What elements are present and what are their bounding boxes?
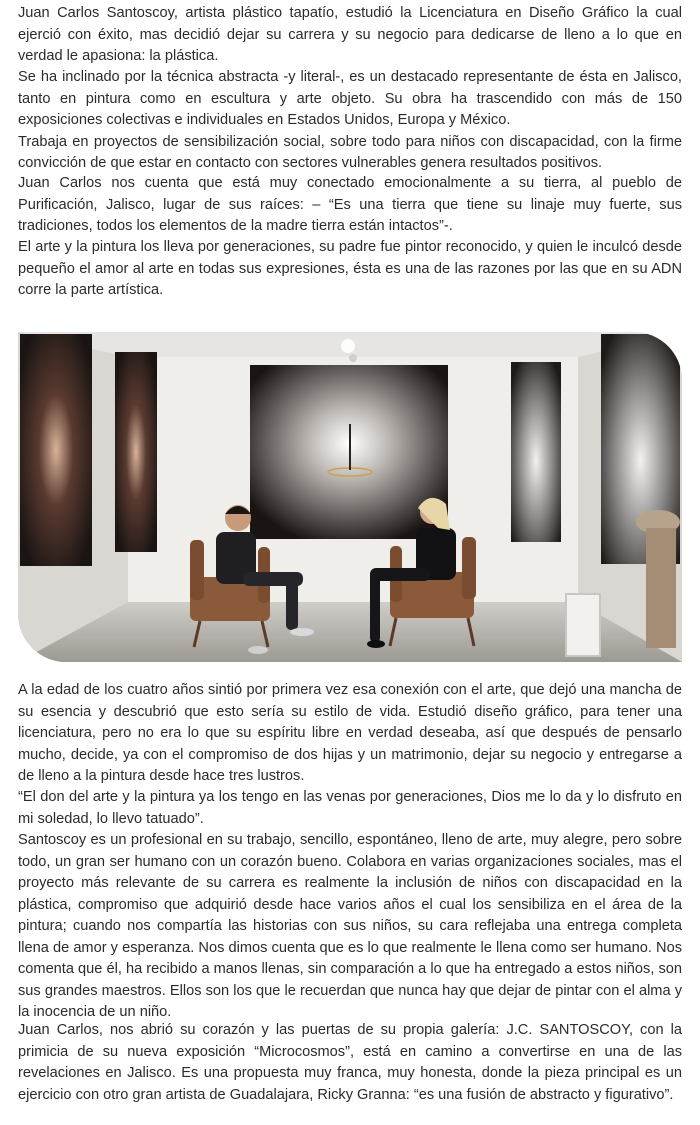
paragraph-7: Santoscoy es un profesional en su trabajo, sencillo, espontáneo, lleno de arte, muy alegre, pero sobre todo, un gran ser humano con un corazón bueno. Colabora en varias organizaciones sociales, mas el proyecto más relevante de su carrera es realmente la inclusión de niños con discapacidad en la plástica, compromiso que adquirió desde hace varios años el cual los sensibiliza en el área de la pintura; cuando nos compartía las historias con sus niños, su cara reflejaba una entrega completa llena de amor y esperanza. Nos dimos cuenta que es lo que realmente le llena como ser humano. Nos comenta que él, ha recibido a manos llenas, sin comparación a lo que ha entregado a estos niños, son sus grandes maestros. Ellos son los que le recuerdan que nunca hay que dejar de pintar con el alma y la inocencia de un niño. <box>18 832 682 1020</box>
article-quote <box>18 787 682 830</box>
gallery-interview-photo <box>18 332 682 662</box>
painting-left-far <box>20 334 92 566</box>
paragraph-8: Juan Carlos, nos abrió su corazón y las puertas de su propia galería: J.C. SANTOSCOY, con la primicia de su nueva exposición “Microcosmos”, está en camino a convertirse en una de las revelaciones en Jalisco. Es una propuesta muy franca, muy honesta, donde la pieza principal es un ejercicio con otro gran artista de Guadalajara, Ricky Granna: “es una fusión de abstracto y figurativo”. <box>18 1022 682 1103</box>
paragraph-2a: Se ha inclinado por la técnica abstracta -y literal-, es un destacado representante de ésta en Jalisco, tanto en pintura como en escultura y arte objeto. Su obra ha trascendido con más de 150 exposiciones colectivas e individuales en Estados Unidos, Europa y México. <box>18 69 682 128</box>
painting-left-near <box>115 352 157 552</box>
article-heritage <box>18 237 682 302</box>
gallery-scene-illustration <box>18 332 682 662</box>
article-intro <box>18 3 682 68</box>
paragraph-2b: Trabaja en proyectos de sensibilización social, sobre todo para niños con discapacidad, con la firme convicción de que estar en contacto con sectores vulnerables genera resultados positivos. <box>18 133 682 171</box>
article-technique <box>18 67 682 175</box>
paragraph-6: “El don del arte y la pintura ya los tengo en las venas por generaciones, Dios me lo da y lo disfruto en mi soledad, lo llevo tatuado”. <box>18 789 682 827</box>
painting-right-near <box>511 362 561 542</box>
article-gallery <box>18 1020 682 1106</box>
article-profile <box>18 830 682 1024</box>
paragraph-1: Juan Carlos Santoscoy, artista plástico tapatío, estudió la Licenciatura en Diseño Gráfico la cual ejerció con éxito, mas decidió dejar su carrera y su negocio para dedicarse de lleno a lo que en verdad le apasiona: la plástica. <box>18 5 682 64</box>
article-roots <box>18 173 682 238</box>
paragraph-3: Juan Carlos nos cuenta que está muy conectado emocionalmente a su tierra, al pueblo de Purificación, Jalisco, lugar de sus raíces: – “Es una tierra que tiene su linaje muy fuerte, sus tradiciones, todos los elementos de la madre tierra están intactos”-. <box>18 175 682 234</box>
paragraph-4: El arte y la pintura los lleva por generaciones, su padre fue pintor reconocido, y quien le inculcó desde pequeño el amor al arte en todas sus expresiones, ésta es una de las razones por las que en su ADN corre la parte artística. <box>18 239 682 298</box>
paragraph-5: A la edad de los cuatro años sintió por primera vez esa conexión con el arte, que dejó una mancha de su esencia y descubrió que esto sería su estilo de vida. Estudió diseño gráfico, para tener una licenciatura, pero no era lo que su espíritu libre en verdad deseaba, así que después de pensarlo mucho, decide, ya con el compromiso de dos hijas y un matrimonio, dejar su negocio y entregarse a de lleno a la pintura desde hace tres lustros. <box>18 682 682 784</box>
article-childhood <box>18 680 682 788</box>
